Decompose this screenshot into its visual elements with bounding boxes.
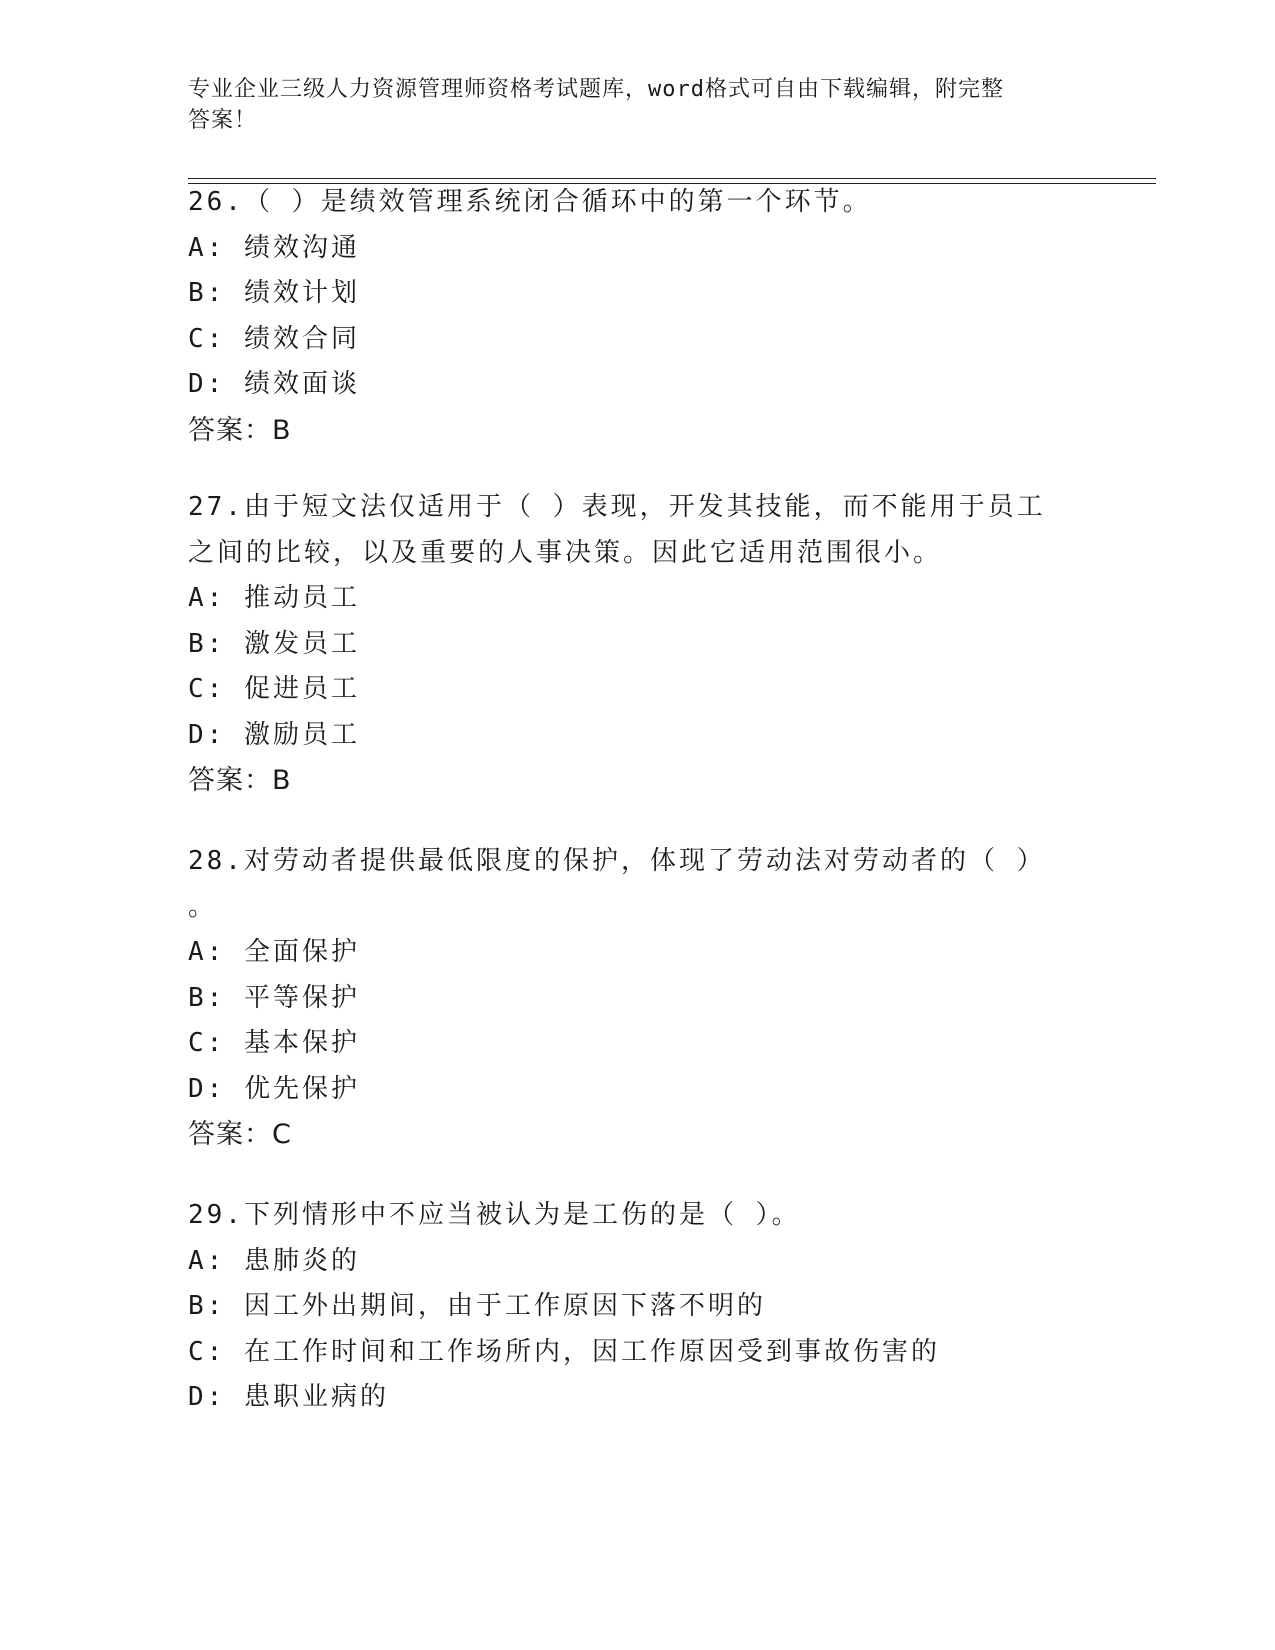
header-line-1: 专业企业三级人力资源管理师资格考试题库，word格式可自由下载编辑，附完整 [188,77,1004,102]
option-b: B: 平等保护 [188,982,360,1013]
option-d: D: 优先保护 [188,1073,360,1104]
option-b: B: 激发员工 [188,628,360,659]
question-29 [188,1193,1088,1421]
answer-line: 答案：B [188,765,292,796]
option-d: D: 患职业病的 [188,1382,389,1412]
question-stem-continued: 之间的比较，以及重要的人事决策。因此它适用范围很小。 [188,537,943,568]
question-28 [188,839,1088,1158]
option-c: C: 绩效合同 [188,323,360,354]
question-stem: 27.由于短文法仅适用于（ ）表现，开发其技能，而不能用于员工 [188,492,1046,522]
question-27 [188,485,1088,804]
option-d: D: 绩效面谈 [188,369,360,399]
option-c: C: 在工作时间和工作场所内，因工作原因受到事故伤害的 [188,1336,940,1367]
question-stem-continued: 。 [188,891,218,922]
option-a: A: 绩效沟通 [188,232,360,263]
answer-line: 答案：B [188,414,292,446]
question-26 [188,180,1088,453]
option-b: B: 因工外出期间，由于工作原因下落不明的 [188,1291,766,1321]
option-c: C: 促进员工 [188,674,360,704]
option-a: A: 患肺炎的 [188,1245,360,1276]
question-stem: 26.（ ）是绩效管理系统闭合循环中的第一个环节。 [188,187,872,217]
document-header [188,74,1068,136]
option-a: A: 全面保护 [188,937,360,967]
option-c: C: 基本保护 [188,1028,360,1058]
option-b: B: 绩效计划 [188,278,360,308]
option-d: D: 激励员工 [188,719,360,750]
option-a: A: 推动员工 [188,583,360,613]
question-stem: 28.对劳动者提供最低限度的保护，体现了劳动法对劳动者的（ ） [188,846,1046,876]
answer-line: 答案：C [188,1119,292,1150]
header-line-2: 答案！ [188,108,258,133]
question-stem: 29.下列情形中不应当被认为是工伤的是（ ）。 [188,1200,801,1230]
